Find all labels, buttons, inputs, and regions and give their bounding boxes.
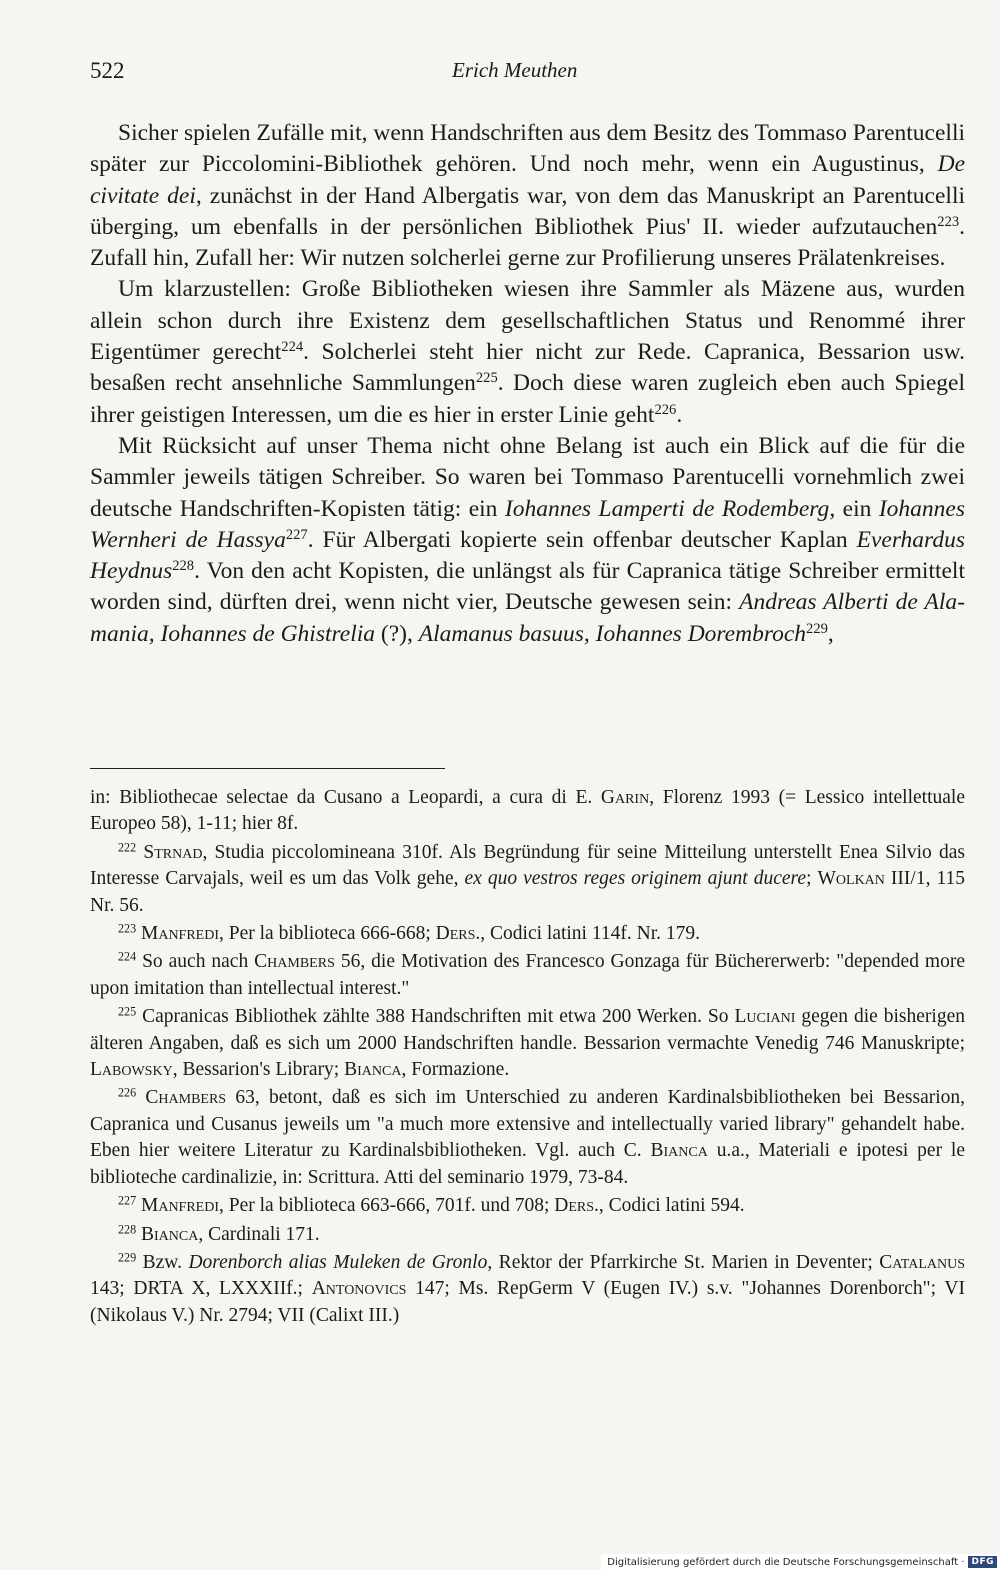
running-header <box>90 58 965 92</box>
author-name: Chambers <box>145 1087 227 1109</box>
author-name: Manfredi <box>141 1195 220 1217</box>
text-run: , Formazione. <box>401 1059 510 1081</box>
paragraph <box>90 431 965 650</box>
text-run: , <box>827 620 834 647</box>
text-run: (?), <box>375 620 419 647</box>
text-run: , Per la biblioteca 666-668; <box>219 923 436 945</box>
footnote-ref: 224 <box>281 339 304 356</box>
paragraph <box>90 274 965 430</box>
author-name: Chambers <box>254 951 335 973</box>
footnote-number: 227 <box>118 1193 137 1208</box>
author-name: Catalanus <box>879 1251 965 1273</box>
digitization-banner <box>601 1554 1000 1570</box>
text-run: , Codici latini 594. <box>598 1195 745 1217</box>
italic-title: De civitate dei <box>90 151 965 209</box>
author-name: Luciani <box>734 1006 796 1028</box>
author-name: Wolkan <box>817 868 885 890</box>
footnote-224 <box>90 949 965 1002</box>
footnote-227 <box>90 1193 965 1219</box>
text-run: , Cardinali 171. <box>198 1223 320 1245</box>
footnote-number: 229 <box>118 1250 137 1265</box>
footnote-ref: 228 <box>172 558 195 575</box>
italic-name: Iohannes Wernheri de Hassya <box>90 495 965 553</box>
text-run: gegen die bisherigen älteren Angaben, daß es sich um 2000 Handschriften handle. Bessarion vermachte Venedig 746 Manuskripte; <box>90 1006 965 1054</box>
italic-name: Dorenborch alias Muleken de Gronlo <box>188 1251 488 1273</box>
text-run: , Per la biblioteca 663-666, 701f. und 708; <box>219 1195 555 1217</box>
text-run: ; <box>806 868 818 890</box>
banner-text: Digitalisierung gefördert durch die Deutsche Forschungsgemeinschaft · <box>607 1556 965 1568</box>
dfg-logo: DFG <box>968 1556 997 1568</box>
text-run: , Bessarion's Library; <box>172 1059 345 1081</box>
footnote-number: 224 <box>118 949 137 964</box>
text-run: u.a., Materiali e ipotesi per le biblioteche cardinalizie, in: Scrittura. Atti del seminario 1979, 73-84. <box>90 1140 965 1188</box>
text-run: . <box>676 401 683 428</box>
footnote-226 <box>90 1085 965 1191</box>
text-run: III/1, 115 Nr. 56. <box>90 868 965 916</box>
footnote-number: 223 <box>118 921 137 936</box>
italic-name: Andreas Alberti de Alamania, Iohannes de Ghistrelia <box>90 589 966 647</box>
footnote-ref: 227 <box>285 526 308 543</box>
footnotes <box>90 785 965 1331</box>
author-name: Bianca <box>650 1140 708 1162</box>
text-run: , zunächst in der Hand Albergatis war, von dem das Manuskript an Parentucelli überging, um ebenfalls in der persönlichen Bibliothek Pius' II. wieder aufzutauchen <box>90 182 965 240</box>
text-run: . Von den acht Kopisten, die unlängst als für Capranica tätige Schreiber ermittelt worden sind, dürften drei, wenn nicht vier, Deutsche gewesen sein: <box>90 558 965 616</box>
author-name: Labowsky <box>90 1059 173 1081</box>
author-name: Garin <box>600 787 650 808</box>
author-name: Strnad <box>143 841 203 863</box>
text-run <box>136 1087 145 1108</box>
author-name: Ders. <box>435 923 481 945</box>
footnote-225 <box>90 1004 965 1083</box>
author-name: Manfredi <box>141 923 220 945</box>
footnote-ref: 226 <box>654 401 677 418</box>
text-run: . Doch diese waren zugleich eben auch Spiegel ihrer geistigen Interessen, um die es hier in erster Linie geht <box>90 370 965 428</box>
text-run: , Codici latini 114f. Nr. 179. <box>480 923 700 945</box>
text-run: Capranicas Bibliothek zählte 388 Handschriften mit etwa 200 Werken. So <box>136 1006 735 1028</box>
text-run: 143; DRTA X, LXXXIIf.; <box>90 1278 312 1300</box>
text-run: , Rektor der Pfarrkirche St. Marien in Deventer; <box>487 1251 880 1273</box>
footnote-continued <box>90 785 965 838</box>
text-run: . Solcherlei steht hier nicht zur Rede. Capranica, Bessarion usw. besaßen recht ansehnliche Sammlungen <box>90 339 965 397</box>
footnote-223 <box>90 921 965 947</box>
main-text <box>90 118 965 650</box>
text-run: 63, betont, daß es sich im Unterschied zu anderen Kardinalsbibliotheken bei Bessarion, Capranica und Cusanus jeweils um "a much more extensive and intellectually varied library" gehandelt habe. Eben hier weitere Literatur zu Kardinalsbibliotheken. Vgl. auch C. <box>90 1087 966 1162</box>
author-name: Bianca <box>141 1223 199 1245</box>
text-run: , ein <box>829 495 879 522</box>
text-run: 56, die Motivation des Francesco Gonzaga für Büchererwerb: "depended more upon imitation than intellectual interest." <box>90 951 965 999</box>
footnote-222 <box>90 840 965 919</box>
italic-name: Iohannes Lamperti de Rodemberg <box>504 495 830 522</box>
text-run: 147; Ms. RepGerm V (Eugen IV.) s.v. "Johannes Dorenborch"; VI (Nikolaus V.) Nr. 2794; VII (Calixt III.) <box>90 1278 965 1326</box>
text-run: Bzw. <box>136 1251 189 1273</box>
text-run: Sicher spielen Zufälle mit, wenn Handschriften aus dem Besitz des Tommaso Parentucelli später zur Piccolomini-Bibliothek gehören. Und noch mehr, wenn ein Augustinus, <box>90 120 965 178</box>
paragraph <box>90 118 965 274</box>
text-run: . Zufall hin, Zufall her: Wir nutzen solcherlei gerne zur Profilierung unseres Prälatenkreises. <box>90 213 965 272</box>
author-name: Ders. <box>554 1195 599 1217</box>
footnote-number: 222 <box>118 840 137 855</box>
author-name: Antonovics <box>311 1278 407 1300</box>
footnote-ref: 223 <box>937 213 960 230</box>
text-run: . Für Albergati kopierte sein offenbar deutscher Kaplan <box>307 526 857 553</box>
footnote-228 <box>90 1222 965 1248</box>
footnote-number: 228 <box>118 1221 137 1236</box>
text-run: in: Bibliothecae selectae da Cusano a Leopardi, a cura di E. <box>90 787 601 808</box>
footnote-separator <box>90 768 445 769</box>
italic-quote: ex quo vestros reges originem ajunt ducere <box>464 868 807 890</box>
footnote-229 <box>90 1250 965 1329</box>
author-name: Bianca <box>344 1059 402 1081</box>
italic-name: Everhardus Heydnus <box>90 526 965 585</box>
text-run: Um klarzustellen: Große Bibliotheken wiesen ihre Sammler als Mäzene aus, wurden allein schon durch ihre Existenz dem gesellschaftlichen Status und Renommé ihrer Eigentümer gerecht <box>90 276 965 366</box>
footnote-number: 225 <box>118 1004 137 1019</box>
italic-name: Alamanus basuus, Iohannes Dorembroch <box>418 620 807 647</box>
running-head-author: Erich Meuthen <box>452 58 578 82</box>
text-run: So auch nach <box>136 951 255 973</box>
footnote-ref: 225 <box>475 370 498 387</box>
page-number: 522 <box>90 58 125 83</box>
footnote-number: 226 <box>118 1085 137 1100</box>
text-run: , Florenz 1993 (= Lessico intellettuale Europeo 58), 1-11; hier 8f. <box>90 787 965 835</box>
text-run: , Studia piccolomineana 310f. Als Begründung für seine Mitteilung unterstellt Enea Silvio das Interesse Carvajals, weil es um das Volk gehe, <box>90 841 966 890</box>
footnote-ref: 229 <box>806 620 828 637</box>
text-run: Mit Rücksicht auf unser Thema nicht ohne Belang ist auch ein Blick auf die für die Sammler jeweils tätigen Schreiber. So waren bei Tommaso Parentucelli vornehmlich zwei deutsche Handschriften-Kopisten tätig: ein <box>90 432 965 522</box>
